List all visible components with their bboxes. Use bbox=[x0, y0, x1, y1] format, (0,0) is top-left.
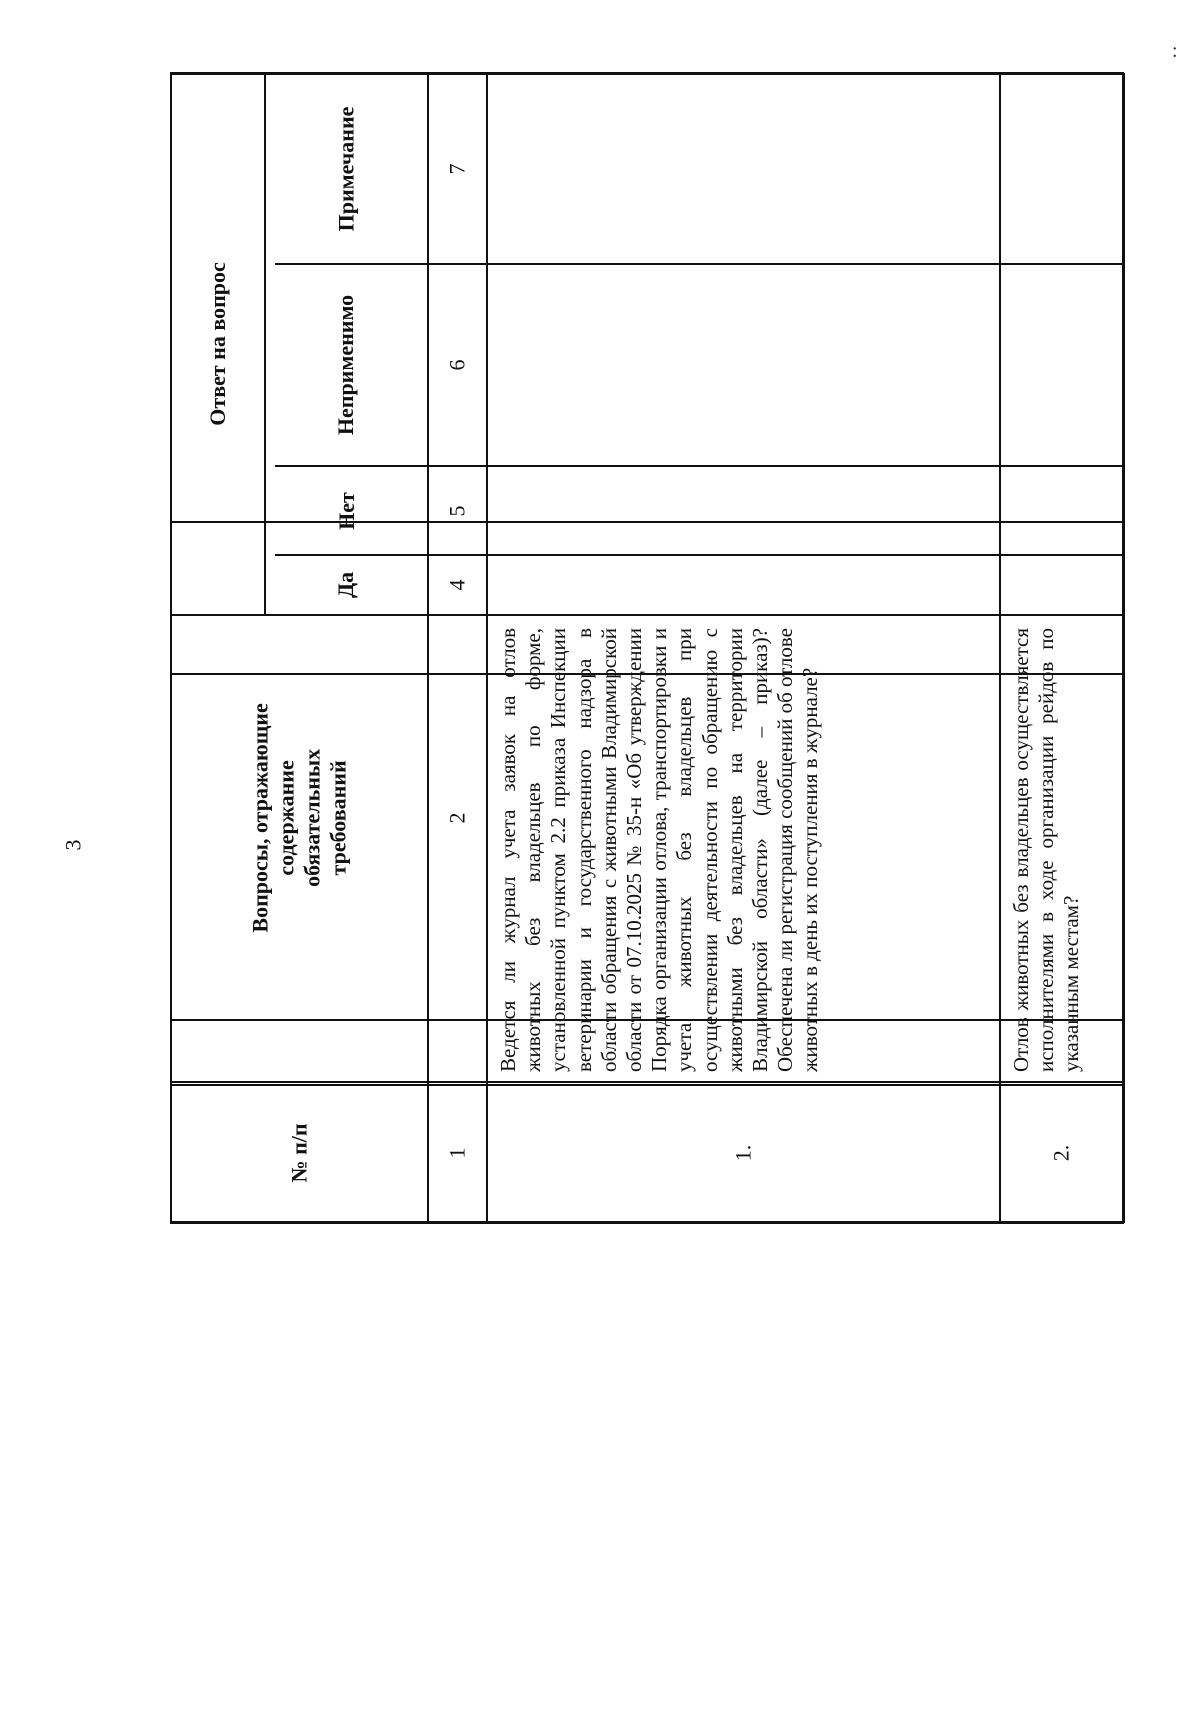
row2-num bbox=[1000, 1082, 1123, 1223]
colnum-7-label: 7 bbox=[444, 162, 470, 174]
page-number: 3 bbox=[60, 839, 86, 851]
colnum-2 bbox=[428, 615, 487, 1020]
colnum-2-label: 2 bbox=[444, 811, 470, 823]
header-num-label: № п/п bbox=[286, 1122, 312, 1183]
colnum-1-label: 1 bbox=[444, 1146, 470, 1158]
header-note-label: Примечание bbox=[333, 106, 359, 231]
colnum-5 bbox=[428, 466, 487, 555]
header-questions-label: Вопросы, отражающие содержание обязательных требований bbox=[247, 702, 351, 933]
header-num bbox=[171, 1082, 428, 1223]
row2-question: Отлов животных без владельцев осуществляется исполнителями в ходе организации рейдов по указанным местам? bbox=[1009, 628, 1084, 1072]
colnum-5-label: 5 bbox=[444, 504, 470, 516]
colnum-6-label: 6 bbox=[444, 359, 470, 371]
header-no-label: Нет bbox=[333, 491, 359, 530]
header-answer-group-label: Ответ на вопрос bbox=[205, 262, 231, 426]
colnum-1 bbox=[428, 1082, 487, 1223]
header-yes bbox=[265, 555, 428, 615]
header-not-applicable-label: Неприменимо bbox=[333, 294, 359, 436]
header-questions bbox=[171, 615, 428, 1020]
colnum-4-label: 4 bbox=[444, 579, 470, 591]
row2-num-label: 2. bbox=[1048, 1144, 1074, 1161]
header-no bbox=[265, 466, 428, 555]
row1-num bbox=[487, 1082, 1000, 1223]
scan-speck: : bbox=[1172, 40, 1178, 62]
header-yes-label: Да bbox=[333, 571, 359, 599]
row1-num-label: 1. bbox=[730, 1144, 756, 1161]
header-not-applicable bbox=[265, 264, 428, 466]
colnum-4 bbox=[428, 555, 487, 615]
header-answer-group bbox=[171, 73, 265, 615]
header-note bbox=[265, 73, 428, 264]
colnum-7 bbox=[428, 73, 487, 264]
row1-question: Ведется ли журнал учета заявок на отлов животных без владельцев по форме, установленной пунктом 2.2 приказа Инспекции ветеринарии и государственного надзора в области обращения с животными Владимирской области от 07.10.2025 № 35-н «Об утверждении Порядка организации отлова, транспортировки и учета животных без владельцев при осуществлении деятельности по обращению с животными без владельцев на территории Владимирской области» (далее – приказ)? Обеспечена ли регистрация сообщений об отлове животных в день их поступления в журнале? bbox=[496, 628, 823, 1072]
colnum-6 bbox=[428, 264, 487, 466]
